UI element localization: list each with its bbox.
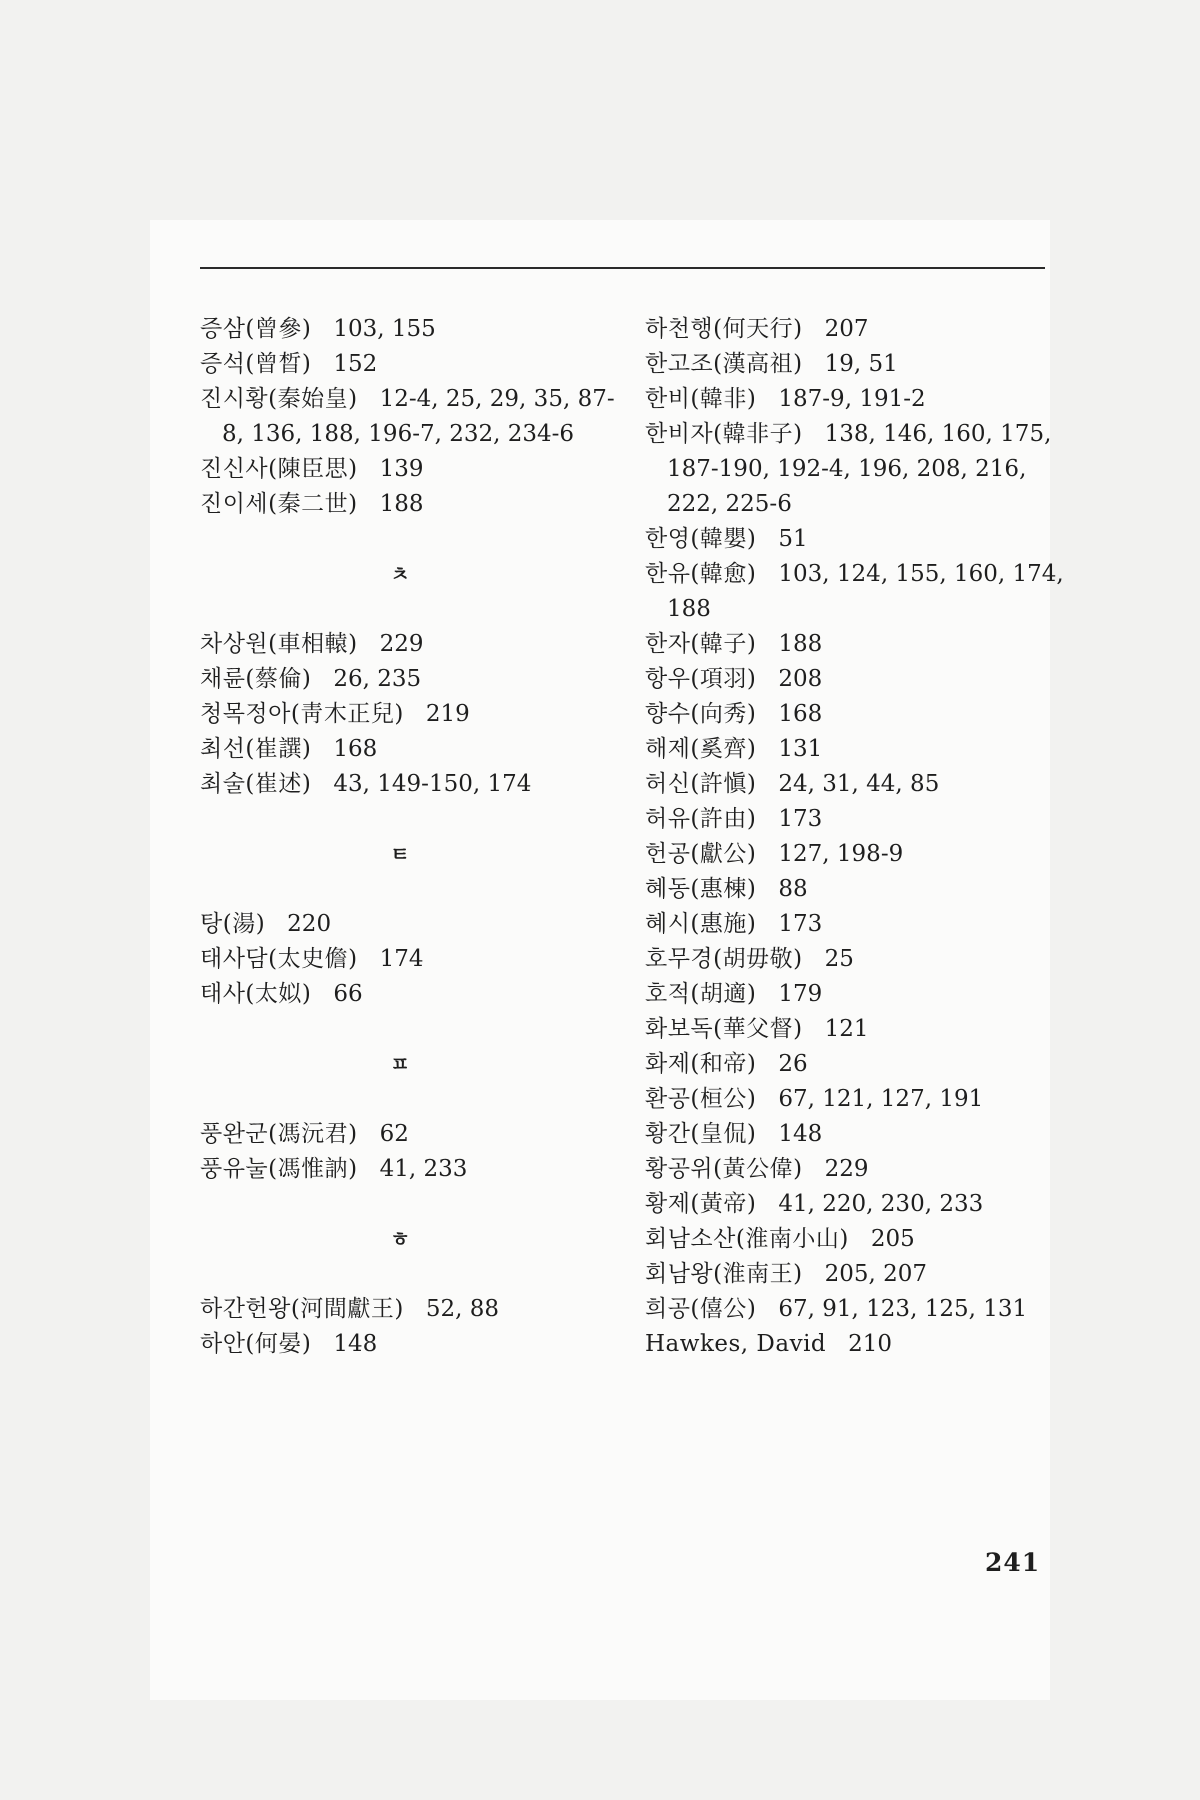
index-pages: 148 [778,1121,823,1147]
index-entry [645,1327,1065,1362]
index-term: 한비자(韓非子) [645,421,803,447]
index-pages: 127, 198-9 [778,841,904,867]
index-entry [645,1047,1065,1082]
index-term: 호적(胡適) [645,981,757,1007]
section-heading-hieut: ㅎ [390,1227,410,1251]
index-pages: 205, 207 [824,1261,928,1287]
index-term: 혜동(惠棟) [645,876,757,902]
index-entry [200,662,620,697]
index-pages: 43, 149-150, 174 [333,771,532,797]
index-group-hieut [200,1292,620,1362]
index-term: 한유(韓愈) [645,561,757,587]
index-group-tieut [200,907,620,1012]
index-term: 항우(項羽) [645,666,757,692]
index-term: 풍유눌(馮惟訥) [200,1156,358,1182]
index-entry [645,1222,1065,1257]
index-term: 진시황(秦始皇) [200,386,358,412]
index-pages: 208 [778,666,823,692]
index-entry [200,1327,620,1362]
index-entry [645,627,1065,662]
index-pages: 51 [778,526,808,552]
index-pages: 139 [379,456,424,482]
index-pages: 25 [824,946,854,972]
index-entry [200,767,620,802]
index-pages: 168 [333,736,378,762]
index-pages: 152 [333,351,378,377]
index-entry [645,417,1065,522]
index-term: 회남소산(淮南小山) [645,1226,849,1252]
index-term: 호무경(胡毋敬) [645,946,803,972]
page-number: 241 [985,1548,1041,1577]
index-pages: 103, 124, 155, 160, 174, 188 [667,561,1064,622]
index-entry [645,1012,1065,1047]
index-term: 허신(許愼) [645,771,757,797]
index-entry [645,1257,1065,1292]
index-entry [645,802,1065,837]
index-pages: 67, 121, 127, 191 [778,1086,984,1112]
index-pages: 19, 51 [824,351,898,377]
index-entry [645,1152,1065,1187]
index-term: 환공(桓公) [645,1086,757,1112]
index-term: 향수(向秀) [645,701,757,727]
index-term: 청목정아(靑木正兒) [200,701,404,727]
index-term: 한자(韓子) [645,631,757,657]
index-entry [645,942,1065,977]
index-group-chi [200,627,620,802]
index-pages: 220 [287,911,332,937]
index-pages: 148 [333,1331,378,1357]
index-pages: 67, 91, 123, 125, 131 [778,1296,1028,1322]
index-entry [645,1292,1065,1327]
index-term: 헌공(獻公) [645,841,757,867]
section-heading-tieut: ㅌ [390,842,410,866]
index-term: 회남왕(淮南王) [645,1261,803,1287]
index-pages: 26, 235 [333,666,422,692]
index-entry [645,837,1065,872]
index-term: 하천행(何天行) [645,316,803,342]
index-pages: 41, 220, 230, 233 [778,1191,984,1217]
index-term: 태사담(太史儋) [200,946,358,972]
index-term: 하간헌왕(河間獻王) [200,1296,404,1322]
index-entry [200,382,620,452]
index-term: 허유(許由) [645,806,757,832]
index-entry [645,557,1065,627]
index-term: 황제(黃帝) [645,1191,757,1217]
index-entry [645,1117,1065,1152]
index-pages: 52, 88 [425,1296,499,1322]
index-term: 증삼(曾參) [200,316,312,342]
index-entry [645,977,1065,1012]
index-term: 최술(崔述) [200,771,312,797]
index-pages: 229 [379,631,424,657]
index-entry [645,1187,1065,1222]
index-entry [645,1082,1065,1117]
index-pages: 174 [379,946,424,972]
index-pages: 173 [778,806,823,832]
index-entry [200,697,620,732]
index-pages: 229 [824,1156,869,1182]
index-term: 황공위(黃公偉) [645,1156,803,1182]
index-term: 황간(皇侃) [645,1121,757,1147]
index-term: 한영(韓嬰) [645,526,757,552]
index-entry [200,312,620,347]
index-pages: 179 [778,981,823,1007]
index-pages: 188 [778,631,823,657]
section-heading-pieup: ㅍ [390,1052,410,1076]
index-pages: 210 [848,1331,893,1357]
index-entry [200,627,620,662]
index-term: 풍완군(馮沅君) [200,1121,358,1147]
index-entry [200,347,620,382]
index-entry [645,907,1065,942]
index-pages: 41, 233 [379,1156,468,1182]
index-term: 한비(韓非) [645,386,757,412]
index-group-jeung [200,312,620,522]
index-pages: 26 [778,1051,808,1077]
index-pages: 168 [778,701,823,727]
index-entry [645,522,1065,557]
index-entry [200,452,620,487]
index-term: 한고조(漢高祖) [645,351,803,377]
index-term: Hawkes, David [645,1331,827,1357]
index-entry [200,732,620,767]
index-term: 탕(湯) [200,911,266,937]
index-term: 혜시(惠施) [645,911,757,937]
index-entry [200,907,620,942]
index-term: 희공(僖公) [645,1296,757,1322]
index-entry [200,1117,620,1152]
index-pages: 138, 146, 160, 175, 187-190, 192-4, 196, 208, 216, 222, 225-6 [667,421,1052,517]
index-group-right [645,312,1065,1362]
section-heading-chi: ㅊ [390,562,410,586]
index-pages: 24, 31, 44, 85 [778,771,940,797]
index-term: 하안(何晏) [200,1331,312,1357]
index-pages: 121 [824,1016,869,1042]
index-term: 태사(太姒) [200,981,312,1007]
index-term: 화제(和帝) [645,1051,757,1077]
index-pages: 219 [425,701,470,727]
index-term: 진신사(陳臣思) [200,456,358,482]
index-pages: 88 [778,876,808,902]
index-term: 화보독(華父督) [645,1016,803,1042]
index-term: 진이세(秦二世) [200,491,358,517]
index-pages: 207 [824,316,869,342]
index-column-left [200,312,620,1362]
index-entry [645,312,1065,347]
index-entry [645,347,1065,382]
index-entry [645,872,1065,907]
header-rule [200,267,1045,269]
index-term: 증석(曾晳) [200,351,312,377]
index-pages: 187-9, 191-2 [778,386,926,412]
index-pages: 103, 155 [333,316,436,342]
index-entry [200,1292,620,1327]
index-pages: 188 [379,491,424,517]
index-pages: 205 [870,1226,915,1252]
index-group-pieup [200,1117,620,1187]
index-entry [645,382,1065,417]
index-term: 채륜(蔡倫) [200,666,312,692]
index-pages: 173 [778,911,823,937]
index-entry [200,487,620,522]
index-entry [645,732,1065,767]
index-column-right [645,312,1065,1362]
index-pages: 66 [333,981,363,1007]
index-entry [645,662,1065,697]
index-entry [200,942,620,977]
index-entry [645,697,1065,732]
index-entry [200,1152,620,1187]
index-entry [200,977,620,1012]
index-term: 해제(奚齊) [645,736,757,762]
index-entry [645,767,1065,802]
index-pages: 131 [778,736,823,762]
index-term: 차상원(車相轅) [200,631,358,657]
index-pages: 12-4, 25, 29, 35, 87-8, 136, 188, 196-7, 232, 234-6 [222,386,615,447]
index-term: 최선(崔譔) [200,736,312,762]
index-pages: 62 [379,1121,409,1147]
